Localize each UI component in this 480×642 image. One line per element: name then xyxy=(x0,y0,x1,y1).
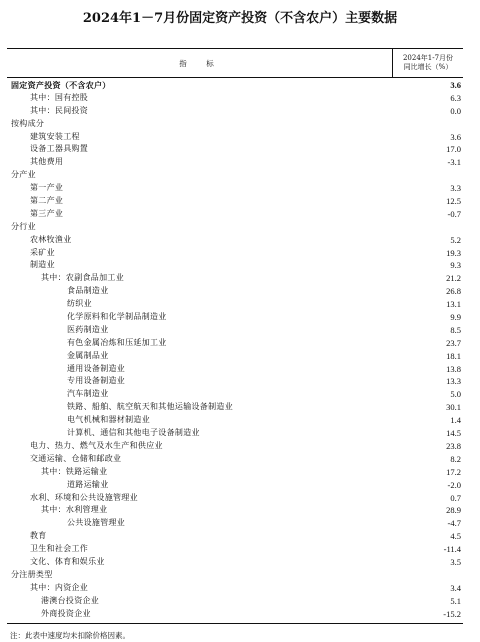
table-row xyxy=(7,569,463,582)
row-label: 水利、环境和公共设施管理业 xyxy=(30,492,138,502)
row-value: 23.8 xyxy=(446,440,461,451)
row-label: 通用设备制造业 xyxy=(67,363,126,373)
table-row xyxy=(7,92,463,105)
table-row xyxy=(7,453,463,466)
table-row xyxy=(7,595,463,608)
row-value: 0.7 xyxy=(450,492,461,503)
row-value: 28.9 xyxy=(446,505,461,516)
row-label: 固定资产投资（不含农户） xyxy=(11,80,111,90)
table-row xyxy=(7,247,463,260)
row-value: -15.2 xyxy=(443,608,461,619)
row-label: 第三产业 xyxy=(30,208,64,218)
table-row xyxy=(7,414,463,427)
table-row xyxy=(7,337,463,350)
table-row xyxy=(7,375,463,388)
row-label: 其中：国有控股 xyxy=(30,92,89,102)
table-row xyxy=(7,388,463,401)
row-value: 8.2 xyxy=(450,453,461,464)
row-value: 4.5 xyxy=(450,531,461,542)
row-label: 交通运输、仓储和邮政业 xyxy=(30,453,122,463)
table-row xyxy=(7,259,463,272)
footnote: 注：此表中速度均未扣除价格因素。 xyxy=(10,631,130,640)
table-row xyxy=(7,272,463,285)
row-value: 3.6 xyxy=(450,80,461,90)
row-value: 5.0 xyxy=(450,389,461,400)
row-value: 9.3 xyxy=(450,260,461,271)
table-row xyxy=(7,517,463,530)
table-row xyxy=(7,504,463,517)
row-value: 13.1 xyxy=(446,299,461,310)
table-row xyxy=(7,363,463,376)
row-label: 按构成分 xyxy=(11,118,45,128)
page-title: 2024年1－7月份固定资产投资（不含农户）主要数据 xyxy=(82,11,398,26)
table-row xyxy=(7,285,463,298)
row-value: 0.0 xyxy=(450,105,461,116)
row-value: 13.8 xyxy=(446,363,461,374)
table-header xyxy=(7,49,463,78)
row-label: 其中：民间投资 xyxy=(30,105,89,115)
table-row xyxy=(7,143,463,156)
row-label: 电气机械和器材制造业 xyxy=(67,415,150,425)
row-label: 第一产业 xyxy=(30,183,64,193)
row-label: 公共设施管理业 xyxy=(67,518,126,528)
row-label: 港澳台投资企业 xyxy=(41,595,100,605)
header-indicator: 指 标 xyxy=(7,49,393,77)
row-label: 教育 xyxy=(30,531,47,541)
row-value: 8.5 xyxy=(450,324,461,335)
table-row xyxy=(7,156,463,169)
row-label: 第二产业 xyxy=(30,196,64,206)
row-label: 专用设备制造业 xyxy=(67,376,126,386)
row-value: 3.6 xyxy=(450,131,461,142)
row-label: 有色金属冶炼和压延加工业 xyxy=(67,337,167,347)
row-label: 其中：铁路运输业 xyxy=(41,466,108,476)
row-value: 5.1 xyxy=(450,595,461,606)
table-row xyxy=(7,311,463,324)
row-label: 计算机、通信和其他电子设备制造业 xyxy=(67,428,200,438)
row-value: 21.2 xyxy=(446,273,461,284)
row-value: 19.3 xyxy=(446,247,461,258)
row-value: 23.7 xyxy=(446,337,461,348)
row-label: 分行业 xyxy=(11,221,36,231)
row-label: 卫生和社会工作 xyxy=(30,544,89,554)
row-label: 其中：内资企业 xyxy=(30,582,89,592)
table-row xyxy=(7,492,463,505)
row-label: 汽车制造业 xyxy=(67,389,109,399)
table-row xyxy=(7,195,463,208)
row-value: -3.1 xyxy=(447,157,461,168)
table-row xyxy=(7,440,463,453)
table-row xyxy=(7,582,463,595)
table-row xyxy=(7,324,463,337)
row-label: 其中：农副食品加工业 xyxy=(41,273,124,283)
row-label: 其他费用 xyxy=(30,157,64,167)
row-label: 医药制造业 xyxy=(67,324,109,334)
table-row xyxy=(7,479,463,492)
row-value: -11.4 xyxy=(443,544,461,555)
table-row xyxy=(7,105,463,118)
row-label: 建筑安装工程 xyxy=(30,131,80,141)
row-label: 设备工器具购置 xyxy=(30,144,89,154)
table-row xyxy=(7,131,463,144)
table-row xyxy=(7,298,463,311)
table-row xyxy=(7,169,463,182)
table-row xyxy=(7,79,463,92)
row-value: 17.0 xyxy=(446,144,461,155)
header-growth-line1: 2024年1-7月份 xyxy=(402,54,454,62)
row-label: 其中：水利管理业 xyxy=(41,505,108,515)
row-value: 3.4 xyxy=(450,582,461,593)
row-value: 9.9 xyxy=(450,312,461,323)
table-row xyxy=(7,350,463,363)
row-label: 电力、热力、燃气及水生产和供应业 xyxy=(30,440,163,450)
header-growth-line2: 同比增长（%） xyxy=(403,63,453,71)
table-row xyxy=(7,221,463,234)
row-label: 纺织业 xyxy=(67,299,92,309)
row-label: 分注册类型 xyxy=(11,569,53,579)
table-row xyxy=(7,466,463,479)
row-label: 农林牧渔业 xyxy=(30,234,72,244)
table-row xyxy=(7,118,463,131)
row-value: 26.8 xyxy=(446,286,461,297)
table-row xyxy=(7,427,463,440)
row-value: 14.5 xyxy=(446,428,461,439)
row-label: 制造业 xyxy=(30,260,55,270)
row-label: 金属制品业 xyxy=(67,350,109,360)
table-row xyxy=(7,182,463,195)
row-value: -2.0 xyxy=(447,479,461,490)
row-value: 6.3 xyxy=(450,92,461,103)
table-row xyxy=(7,234,463,247)
table-row xyxy=(7,608,463,621)
row-value: 1.4 xyxy=(450,415,461,426)
table-row xyxy=(7,543,463,556)
row-label: 铁路、船舶、航空航天和其他运输设备制造业 xyxy=(67,402,233,412)
row-label: 道路运输业 xyxy=(67,479,109,489)
row-label: 文化、体育和娱乐业 xyxy=(30,556,105,566)
table-row xyxy=(7,530,463,543)
row-label: 食品制造业 xyxy=(67,286,109,296)
table-row xyxy=(7,401,463,414)
row-value: 30.1 xyxy=(446,402,461,413)
table-row xyxy=(7,208,463,221)
row-value: 3.5 xyxy=(450,556,461,567)
table-body xyxy=(7,78,463,623)
row-value: -0.7 xyxy=(447,208,461,219)
row-label: 分产业 xyxy=(11,170,36,180)
row-value: 3.3 xyxy=(450,183,461,194)
row-value: 12.5 xyxy=(446,196,461,207)
row-label: 采矿业 xyxy=(30,247,55,257)
data-table xyxy=(7,48,463,624)
row-value: -4.7 xyxy=(447,518,461,529)
row-value: 18.1 xyxy=(446,350,461,361)
header-growth xyxy=(393,49,463,77)
table-row xyxy=(7,556,463,569)
row-value: 17.2 xyxy=(446,466,461,477)
row-value: 13.3 xyxy=(446,376,461,387)
row-label: 化学原料和化学制品制造业 xyxy=(67,312,167,322)
row-label: 外商投资企业 xyxy=(41,608,91,618)
row-value: 5.2 xyxy=(450,234,461,245)
